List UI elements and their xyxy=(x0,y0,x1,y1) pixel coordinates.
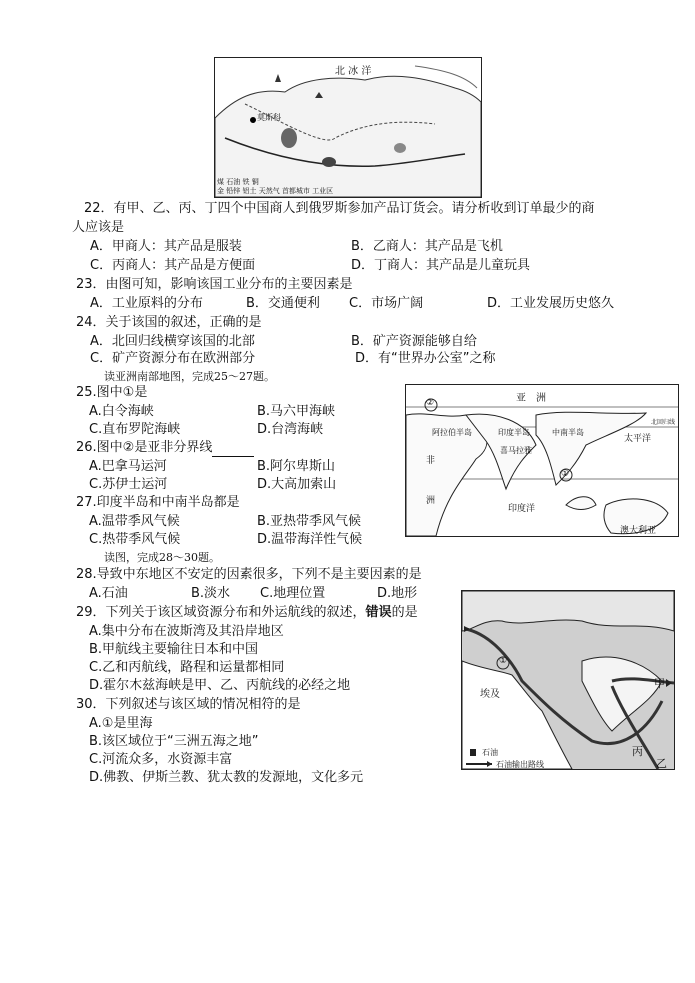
q27-option-c: C.热带季风气候 xyxy=(89,532,181,547)
legend-coal: 煤 xyxy=(217,178,224,186)
russia-map xyxy=(214,57,482,198)
legend-copper: 铜 xyxy=(251,178,259,186)
q26-option-a: A.巴拿马运河 xyxy=(89,459,167,474)
q28-option-c: C.地理位置 xyxy=(260,586,326,601)
q29-option-d: D.霍尔木兹海峡是甲、乙、丙航线的必经之地 xyxy=(89,678,351,693)
q29-option-a: A.集中分布在波斯湾及其沿岸地区 xyxy=(89,624,284,639)
tropic-label: 北回归线 xyxy=(651,419,676,426)
mark-1: ① xyxy=(561,469,570,479)
q29-stem-post: 的是 xyxy=(391,605,418,620)
indian-ocean-label: 印度洋 xyxy=(508,504,536,514)
q23-option-a: A．工业原料的分布 xyxy=(90,296,203,311)
q30-option-d: D.佛教、伊斯兰教、犹太教的发源地，文化多元 xyxy=(89,770,364,785)
indochina-label: 中南半岛 xyxy=(552,428,584,437)
q26-option-b: B.阿尔卑斯山 xyxy=(257,459,336,474)
q28-option-b: B.淡水 xyxy=(191,586,231,601)
q30-option-a: A.①是里海 xyxy=(89,716,153,731)
q28-option-d: D.地形 xyxy=(377,586,418,601)
q22-stem-line2: 人应该是 xyxy=(72,220,125,235)
legend-oil: 石油 xyxy=(226,178,241,186)
q27-option-d: D.温带海洋性气候 xyxy=(257,532,363,547)
q27-option-b: B.亚热带季风气候 xyxy=(257,514,362,529)
middle-east-map xyxy=(461,590,675,770)
q30-stem: 30．下列叙述与该区域的情况相符的是 xyxy=(76,697,301,712)
route-jia-label: 甲 xyxy=(654,677,665,690)
legend-gas: 天然气 xyxy=(258,187,280,195)
south-asia-map xyxy=(405,384,679,537)
russia-map-legend xyxy=(217,178,333,196)
q25-option-c: C.直布罗陀海峡 xyxy=(89,422,181,437)
egypt-label: 埃及 xyxy=(480,689,500,700)
q26-stem xyxy=(76,439,254,457)
legend-bauxite: 铝土 xyxy=(242,187,257,195)
q30-option-c: C.河流众多，水资源丰富 xyxy=(89,752,233,767)
q23-option-d: D．工业发展历史悠久 xyxy=(487,296,615,311)
instruction-28-30: 读图，完成28～30题。 xyxy=(104,551,220,564)
q29-stem-pre: 29．下列关于该区域资源分布和外运航线的叙述， xyxy=(76,605,366,620)
legend-city: 首都城市 xyxy=(281,187,310,195)
arctic-ocean-label: 北 冰 洋 xyxy=(335,66,372,77)
q23-stem: 23．由图可知，影响该国工业分布的主要因素是 xyxy=(76,277,353,292)
legend-iron: 铁 xyxy=(242,178,250,186)
q22-option-b: B．乙商人：其产品是飞机 xyxy=(351,239,503,254)
legend-gold: 金 xyxy=(217,187,224,195)
q27-stem: 27.印度半岛和中南半岛都是 xyxy=(76,495,240,510)
q24-option-c: C．矿产资源分布在欧洲部分 xyxy=(90,351,256,366)
answer-blank xyxy=(212,444,254,457)
q23-option-b: B．交通便利 xyxy=(246,296,320,311)
asia-label: 亚 洲 xyxy=(516,393,546,404)
q24-option-d: D．有“世界办公室”之称 xyxy=(355,351,496,366)
route-bing-label: 丙 xyxy=(632,745,643,758)
q28-stem: 28.导致中东地区不安定的因素很多，下列不是主要因素的是 xyxy=(76,567,422,582)
q28-option-a: A.石油 xyxy=(89,586,128,601)
moscow-label: 莫斯科 xyxy=(257,113,281,122)
q25-option-a: A.白令海峡 xyxy=(89,404,154,419)
q22-option-a: A．甲商人：其产品是服装 xyxy=(90,239,242,254)
indian-peninsula-label: 印度半岛 xyxy=(498,428,530,437)
q22-option-d: D．丁商人：其产品是儿童玩具 xyxy=(351,258,531,273)
q29-option-b: B.甲航线主要输往日本和中国 xyxy=(89,642,259,657)
q24-option-b: B．矿产资源能够自给 xyxy=(351,334,477,349)
route-yi-label: 乙 xyxy=(656,757,667,770)
mark-2: ② xyxy=(426,398,435,408)
pacific-label: 太平洋 xyxy=(624,434,652,444)
q29-stem-emphasis: 错误 xyxy=(365,605,392,620)
oil-legend-icon xyxy=(470,749,476,756)
q25-option-b: B.马六甲海峡 xyxy=(257,404,336,419)
mark-1-me: ① xyxy=(499,656,508,666)
q29-option-c: C.乙和丙航线，路程和运量都相同 xyxy=(89,660,285,675)
q25-stem: 25.图中①是 xyxy=(76,385,148,400)
legend-oil-label: 石油 xyxy=(482,748,498,757)
q26-option-d: D.大高加索山 xyxy=(257,477,337,492)
legend-route-label: 石油输出路线 xyxy=(496,760,544,769)
africa-label-1: 非 xyxy=(426,456,436,466)
himalaya-label: 喜马拉雅 xyxy=(500,446,532,455)
arabia-label: 阿拉伯半岛 xyxy=(432,428,472,437)
q29-stem xyxy=(76,604,418,622)
q22-stem-line1: 22．有甲、乙、丙、丁四个中国商人到俄罗斯参加产品订货会。请分析收到订单最少的商 xyxy=(84,201,595,216)
q24-option-a: A．北回归线横穿该国的北部 xyxy=(90,334,255,349)
q30-option-b: B.该区域位于“三洲五海之地” xyxy=(89,734,259,749)
q25-option-d: D.台湾海峡 xyxy=(257,422,324,437)
q26-stem-text: 26.图中②是亚非分界线 xyxy=(76,440,213,455)
instruction-25-27: 读亚洲南部地图，完成25～27题。 xyxy=(104,370,275,383)
q26-option-c: C.苏伊士运河 xyxy=(89,477,168,492)
q27-option-a: A.温带季风气候 xyxy=(89,514,180,529)
australia-label: 澳大利亚 xyxy=(620,526,657,536)
legend-industry: 工业区 xyxy=(312,187,334,195)
russia-map-drawing xyxy=(215,58,481,197)
q24-stem: 24．关于该国的叙述，正确的是 xyxy=(76,315,262,330)
q23-option-c: C．市场广阔 xyxy=(349,296,424,311)
legend-lead-zinc: 铅锌 xyxy=(226,187,241,195)
south-asia-map-drawing xyxy=(406,385,678,536)
q22-option-c: C．丙商人：其产品是方便面 xyxy=(90,258,256,273)
africa-label-2: 洲 xyxy=(426,496,436,506)
